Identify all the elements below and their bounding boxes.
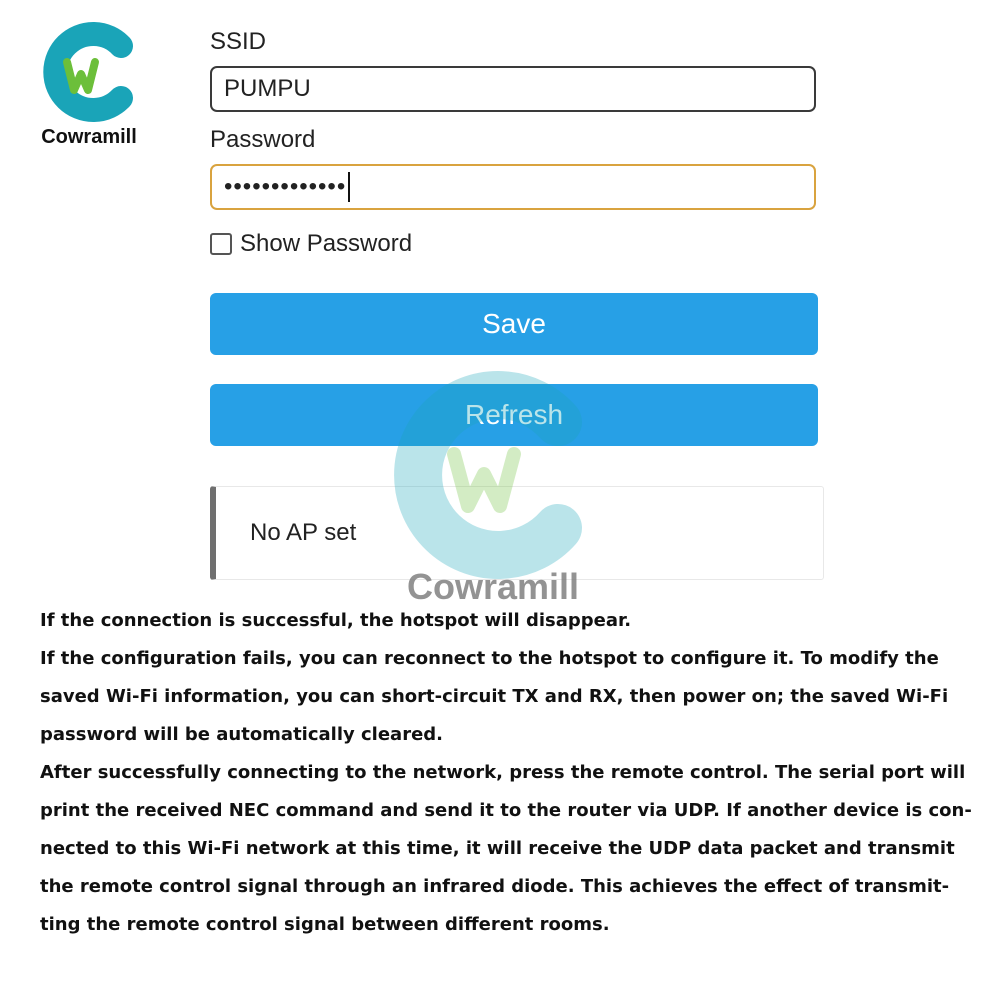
description-line: print the received NEC command and send it to the router via UDP. If another device is con- — [40, 800, 972, 821]
show-password-checkbox[interactable] — [210, 233, 232, 255]
brand-logo — [30, 20, 148, 160]
password-label: Password — [210, 126, 316, 153]
description-line: the remote control signal through an infrared diode. This achieves the effect of transmit- — [40, 876, 950, 897]
show-password-toggle[interactable] — [210, 230, 412, 258]
description-text — [40, 602, 975, 944]
description-line: After successfully connecting to the network, press the remote control. The serial port will — [40, 762, 966, 783]
watermark-text: Cowramill — [406, 566, 580, 607]
ssid-value: PUMPU — [224, 75, 311, 102]
cowramill-logo-icon — [37, 20, 141, 124]
description-line: If the connection is successful, the hotspot will disappear. — [40, 610, 632, 631]
save-button[interactable]: Save — [210, 293, 818, 355]
description-line: nected to this Wi-Fi network at this time, it will receive the UDP data packet and transmit — [40, 838, 955, 859]
show-password-label: Show Password — [240, 230, 413, 257]
refresh-button[interactable]: Refresh — [210, 384, 818, 446]
text-cursor — [348, 172, 350, 202]
description-line: password will be automatically cleared. — [40, 724, 444, 745]
description-line: saved Wi-Fi information, you can short-circuit TX and RX, then power on; the saved Wi-Fi — [40, 686, 949, 707]
ssid-input[interactable] — [210, 66, 816, 112]
status-panel — [210, 486, 824, 580]
password-value: ••••••••••••• — [224, 173, 347, 200]
description-line: ting the remote control signal between different rooms. — [40, 914, 610, 935]
status-message: No AP set — [250, 519, 357, 546]
logo-text: Cowramill — [41, 126, 137, 148]
description-line: If the configuration fails, you can reconnect to the hotspot to configure it. To modify the — [40, 648, 939, 669]
ssid-label: SSID — [210, 28, 267, 55]
password-input[interactable] — [210, 164, 816, 210]
